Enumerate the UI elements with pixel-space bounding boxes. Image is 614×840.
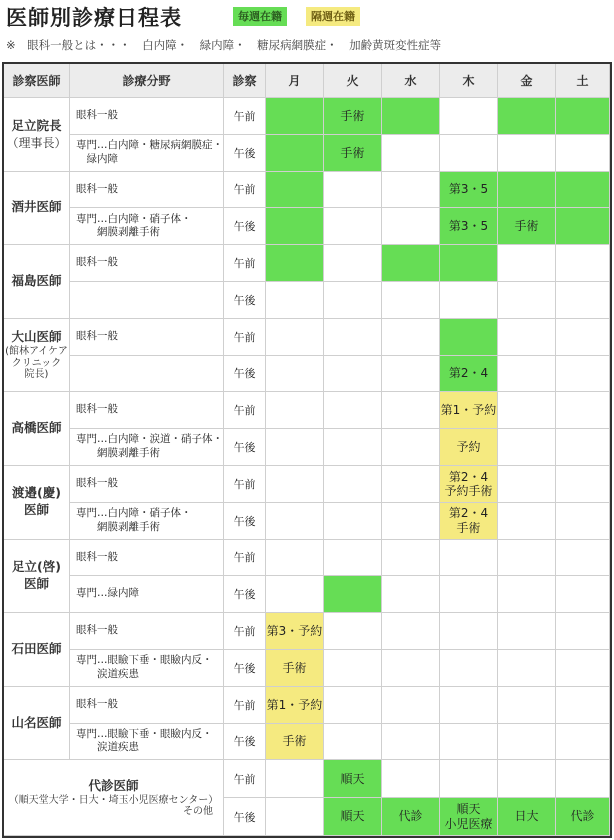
- schedule-cell: [382, 760, 440, 798]
- session-time: 午前: [224, 613, 266, 650]
- schedule-cell: [556, 282, 610, 319]
- doctor-name-cell: [4, 172, 70, 246]
- schedule-cell: [382, 356, 440, 393]
- header-5: 水: [382, 64, 440, 98]
- session-time: 午前: [224, 245, 266, 282]
- schedule-cell: 手術: [324, 135, 382, 172]
- doctor-name: 大山医師: [11, 329, 62, 345]
- schedule-cell: [324, 392, 382, 429]
- specialty-cell: 専門…眼瞼下垂・眼瞼内反・ 涙道疾患: [70, 724, 224, 761]
- schedule-cell: [498, 356, 556, 393]
- schedule-cell: [556, 135, 610, 172]
- session-time: 午前: [224, 319, 266, 356]
- schedule-cell: [556, 98, 610, 135]
- schedule-cell: [556, 724, 610, 761]
- doctor-name: 石田医師: [11, 641, 62, 657]
- doctor-name: 足立(啓): [12, 559, 61, 575]
- session-time: 午後: [224, 429, 266, 466]
- schedule-cell: [498, 429, 556, 466]
- schedule-cell: 日大: [498, 798, 556, 836]
- schedule-cell: [266, 540, 324, 577]
- header-6: 木: [440, 64, 498, 98]
- schedule-cell: [382, 466, 440, 503]
- doctor-name-cell: [4, 98, 70, 172]
- doctor-name-cell: [4, 245, 70, 319]
- specialty-cell: 眼科一般: [70, 172, 224, 209]
- schedule-cell: [498, 576, 556, 613]
- specialty-cell: [70, 282, 224, 319]
- schedule-cell: [266, 760, 324, 798]
- schedule-cell: [556, 540, 610, 577]
- specialty-cell: 眼科一般: [70, 245, 224, 282]
- specialty-cell: 眼科一般: [70, 98, 224, 135]
- schedule-cell: [324, 724, 382, 761]
- schedule-cell: [498, 466, 556, 503]
- schedule-cell: [382, 282, 440, 319]
- schedule-cell: [266, 98, 324, 135]
- doctor-name: 福島医師: [11, 273, 62, 289]
- doctor-name-cell: [4, 319, 70, 393]
- schedule-cell: [440, 724, 498, 761]
- doctor-subtitle: 医師: [23, 502, 49, 518]
- schedule-cell: [556, 356, 610, 393]
- schedule-cell: [266, 466, 324, 503]
- schedule-cell: [266, 503, 324, 540]
- schedule-cell: 手術: [498, 208, 556, 245]
- schedule-cell: [556, 576, 610, 613]
- session-time: 午後: [224, 135, 266, 172]
- schedule-cell: [382, 429, 440, 466]
- header-4: 火: [324, 64, 382, 98]
- schedule-cell: [556, 208, 610, 245]
- schedule-cell: [556, 613, 610, 650]
- schedule-cell: [324, 245, 382, 282]
- doctor-name-cell: [4, 392, 70, 466]
- schedule-cell: [382, 172, 440, 209]
- specialty-cell: 専門…白内障・硝子体・ 網膜剥離手術: [70, 208, 224, 245]
- schedule-cell: [556, 392, 610, 429]
- session-time: 午後: [224, 576, 266, 613]
- header-8: 土: [556, 64, 610, 98]
- schedule-cell: [266, 282, 324, 319]
- doctor-name: 山名医師: [11, 714, 62, 730]
- schedule-cell: [498, 98, 556, 135]
- general-ophthalmology-note: ※ 眼科一般とは・・・ 白内障・ 緑内障・ 糖尿病網膜症・ 加齢黄斑変性症等: [6, 38, 442, 52]
- schedule-cell: [498, 650, 556, 687]
- schedule-cell: [266, 319, 324, 356]
- schedule-cell: [498, 540, 556, 577]
- schedule-cell: [498, 687, 556, 724]
- session-time: 午前: [224, 687, 266, 724]
- schedule-cell: [324, 282, 382, 319]
- schedule-cell: [382, 319, 440, 356]
- specialty-cell: 専門…白内障・硝子体・ 網膜剥離手術: [70, 503, 224, 540]
- header-0: 診察医師: [4, 64, 70, 98]
- schedule-cell: [324, 613, 382, 650]
- doctor-name: 渡邉(慶): [12, 485, 61, 501]
- schedule-cell: [440, 98, 498, 135]
- schedule-cell: [498, 613, 556, 650]
- schedule-cell: [324, 319, 382, 356]
- schedule-cell: [382, 135, 440, 172]
- specialty-cell: 眼科一般: [70, 466, 224, 503]
- schedule-cell: 順天: [324, 760, 382, 798]
- substitute-doctor-cell: [4, 760, 224, 836]
- schedule-cell: [556, 650, 610, 687]
- specialty-cell: 眼科一般: [70, 319, 224, 356]
- schedule-cell: 第3・5: [440, 208, 498, 245]
- session-time: 午前: [224, 392, 266, 429]
- doctor-name-cell: [4, 540, 70, 614]
- header-2: 診察: [224, 64, 266, 98]
- schedule-cell: 代診: [382, 798, 440, 836]
- schedule-cell: [266, 576, 324, 613]
- schedule-cell: [556, 429, 610, 466]
- schedule-cell: [382, 576, 440, 613]
- schedule-cell: [382, 540, 440, 577]
- schedule-cell: [382, 724, 440, 761]
- schedule-cell: [324, 172, 382, 209]
- schedule-cell: [266, 429, 324, 466]
- schedule-cell: [382, 503, 440, 540]
- header-1: 診療分野: [70, 64, 224, 98]
- session-time: 午前: [224, 540, 266, 577]
- schedule-cell: [266, 172, 324, 209]
- substitute-other: その他: [183, 806, 213, 818]
- schedule-cell: [498, 760, 556, 798]
- specialty-cell: 眼科一般: [70, 540, 224, 577]
- schedule-cell: [498, 319, 556, 356]
- schedule-cell: [324, 466, 382, 503]
- schedule-cell: [440, 760, 498, 798]
- schedule-cell: [440, 135, 498, 172]
- schedule-cell: [324, 503, 382, 540]
- schedule-cell: [498, 392, 556, 429]
- session-time: 午前: [224, 760, 266, 798]
- schedule-cell: [382, 98, 440, 135]
- schedule-cell: 第2・4 予約手術: [440, 466, 498, 503]
- doctor-name: 足立院長: [11, 117, 62, 133]
- schedule-cell: [498, 245, 556, 282]
- substitute-title: 代診医師: [88, 777, 139, 793]
- doctor-subtitle: 医師: [23, 575, 49, 591]
- schedule-cell: 第3・予約: [266, 613, 324, 650]
- schedule-cell: 順天 小児医療: [440, 798, 498, 836]
- schedule-cell: [556, 319, 610, 356]
- schedule-cell: 予約: [440, 429, 498, 466]
- schedule-cell: 手術: [266, 724, 324, 761]
- schedule-cell: 第2・4 手術: [440, 503, 498, 540]
- schedule-cell: [266, 208, 324, 245]
- schedule-cell: [556, 687, 610, 724]
- schedule-cell: [324, 687, 382, 724]
- session-time: 午後: [224, 724, 266, 761]
- schedule-cell: [266, 135, 324, 172]
- schedule-cell: [324, 540, 382, 577]
- session-time: 午後: [224, 208, 266, 245]
- specialty-cell: 眼科一般: [70, 687, 224, 724]
- schedule-cell: [382, 613, 440, 650]
- substitute-affiliations: （順天堂大学・日大・埼玉小児医療センター）: [8, 794, 219, 806]
- schedule-cell: [440, 245, 498, 282]
- schedule-cell: [556, 245, 610, 282]
- schedule-cell: [498, 724, 556, 761]
- schedule-cell: [440, 282, 498, 319]
- specialty-cell: 専門…緑内障: [70, 576, 224, 613]
- schedule-cell: [382, 687, 440, 724]
- schedule-cell: [440, 613, 498, 650]
- header-3: 月: [266, 64, 324, 98]
- specialty-cell: 専門…眼瞼下垂・眼瞼内反・ 涙道疾患: [70, 650, 224, 687]
- schedule-cell: 第2・4: [440, 356, 498, 393]
- schedule-cell: [324, 356, 382, 393]
- doctor-subtitle: （理事長）: [6, 135, 67, 150]
- schedule-cell: [324, 429, 382, 466]
- page-title: 医師別診療日程表: [6, 6, 182, 30]
- schedule-cell: [266, 245, 324, 282]
- schedule-cell: 手術: [266, 650, 324, 687]
- session-time: 午前: [224, 466, 266, 503]
- schedule-cell: [382, 650, 440, 687]
- schedule-cell: [556, 503, 610, 540]
- doctor-name-cell: [4, 613, 70, 687]
- schedule-cell: [440, 540, 498, 577]
- specialty-cell: 専門…白内障・糖尿病網膜症・ 緑内障: [70, 135, 224, 172]
- schedule-cell: 手術: [324, 98, 382, 135]
- doctor-affiliation: (館林アイケア クリニック 院長): [5, 346, 68, 381]
- specialty-cell: [70, 356, 224, 393]
- schedule-cell: [440, 687, 498, 724]
- session-time: 午後: [224, 798, 266, 836]
- schedule-cell: [498, 172, 556, 209]
- schedule-cell: [498, 282, 556, 319]
- doctor-name: 酒井医師: [11, 199, 62, 215]
- session-time: 午後: [224, 650, 266, 687]
- legend-biweekly-badge: 隔週在籍: [306, 7, 360, 26]
- schedule-cell: [382, 245, 440, 282]
- schedule-cell: [440, 319, 498, 356]
- schedule-cell: [556, 172, 610, 209]
- schedule-cell: 順天: [324, 798, 382, 836]
- specialty-cell: 眼科一般: [70, 392, 224, 429]
- header-7: 金: [498, 64, 556, 98]
- session-time: 午後: [224, 356, 266, 393]
- schedule-cell: 第3・5: [440, 172, 498, 209]
- schedule-cell: [324, 208, 382, 245]
- legend-weekly-badge: 毎週在籍: [233, 7, 287, 26]
- schedule-cell: 第1・予約: [266, 687, 324, 724]
- schedule-cell: [324, 650, 382, 687]
- specialty-cell: 眼科一般: [70, 613, 224, 650]
- schedule-cell: [556, 466, 610, 503]
- schedule-cell: [324, 576, 382, 613]
- doctor-name-cell: [4, 466, 70, 540]
- schedule-cell: [556, 760, 610, 798]
- doctor-name-cell: [4, 687, 70, 761]
- schedule-cell: [498, 135, 556, 172]
- schedule-cell: 代診: [556, 798, 610, 836]
- session-time: 午前: [224, 98, 266, 135]
- specialty-cell: 専門…白内障・涙道・硝子体・ 網膜剥離手術: [70, 429, 224, 466]
- session-time: 午後: [224, 503, 266, 540]
- schedule-cell: 第1・予約: [440, 392, 498, 429]
- schedule-cell: [266, 798, 324, 836]
- doctor-name: 高橋医師: [11, 420, 62, 436]
- schedule-table: [2, 62, 612, 838]
- schedule-cell: [266, 392, 324, 429]
- schedule-cell: [382, 392, 440, 429]
- session-time: 午後: [224, 282, 266, 319]
- schedule-cell: [440, 576, 498, 613]
- schedule-cell: [382, 208, 440, 245]
- schedule-cell: [266, 356, 324, 393]
- session-time: 午前: [224, 172, 266, 209]
- schedule-cell: [440, 650, 498, 687]
- schedule-cell: [498, 503, 556, 540]
